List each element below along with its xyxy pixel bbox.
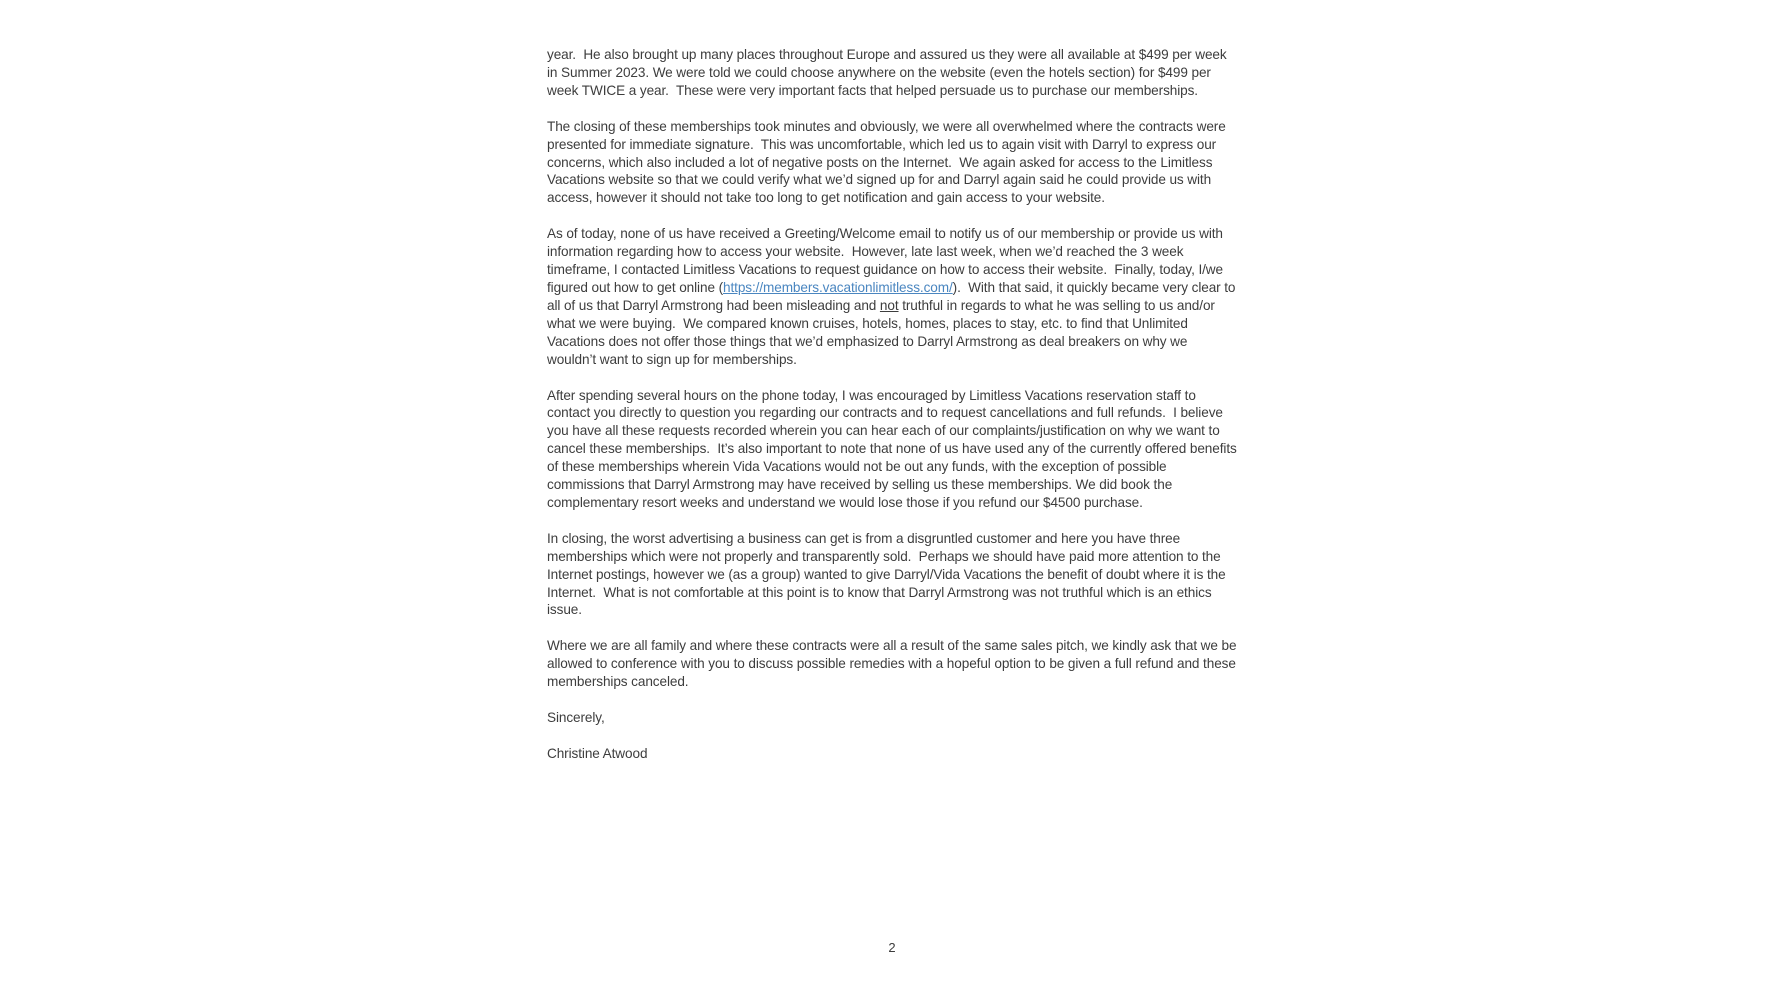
page-number: 2 xyxy=(888,940,896,955)
paragraph-as-of-today xyxy=(547,225,1240,368)
underlined-word-not: not xyxy=(879,297,899,313)
paragraph-closing-of-memberships: The closing of these memberships took minutes and obviously, we were all overwhelmed where the contracts were presented for immediate signature. This was uncomfortable, which led us to again visit with Darryl to express our concerns, which also included a lot of negative posts on the Internet. We again asked for access to the Limitless Vacations website so that we could verify what we’d signed up for and Darryl again said he could provide us with access, however it should not take too long to get notification and gain access to your website. xyxy=(547,118,1230,206)
paragraph-text: truthful in regards to what he was selling to us and/or what we were buying. We compared known cruises, hotels, homes, places to stay, etc. to find that Unlimited Vacations does not offer those things that we’d emphasized to Darryl Armstrong as deal breakers on why we wouldn’t want to sign up for memberships. xyxy=(547,297,1219,367)
paragraph-continuation: year. He also brought up many places throughout Europe and assured us they were all available at $499 per week in Summer 2023. We were told we could choose anywhere on the website (even the hotels section) for $499 per week TWICE a year. These were very important facts that helped persuade us to purchase our memberships. xyxy=(547,47,1231,98)
closing-salutation: Sincerely, xyxy=(547,710,605,726)
paragraph-where-we-are: Where we are all family and where these contracts were all a result of the same sales pitch, we kindly ask that we be allowed to conference with you to discuss possible remedies with a hopeful option to be given a full refund and these memberships canceled. xyxy=(547,638,1241,690)
paragraph-after-spending: After spending several hours on the phone today, I was encouraged by Limitless Vacations reservation staff to contact you directly to question you regarding our contracts and to request cancellations and full refunds. I believe you have all these requests recorded wherein you can hear each of our complaints/justification on why we want to cancel these memberships. It’s also important to note that none of us have used any of the currently offered benefits of these memberships wherein Vida Vacations would not be out any funds, with the exception of possible commissions that Darryl Armstrong may have received by selling us these memberships. We did book the complementary resort weeks and understand we would lose those if you refund our $4500 purchase. xyxy=(547,387,1241,510)
letter-body xyxy=(547,46,1241,781)
signature-name: Christine Atwood xyxy=(547,746,648,761)
members-portal-link[interactable]: https://members.vacationlimitless.com/ xyxy=(723,279,953,295)
paragraph-text: As of today, none of us have received a Greeting/Welcome email to notify us of our membership or provide us with information regarding how to access your website. However, late last week, when we’d reached the 3 week timeframe, I contacted Limitless Vacations to request guidance on how to access their website. Finally, today, I/we figured out how to get online ( xyxy=(547,226,1227,295)
paragraph-in-closing: In closing, the worst advertising a business can get is from a disgruntled customer and here you have three memberships which were not properly and transparently sold. Perhaps we should have paid more attention to the Internet postings, however we (as a group) wanted to give Darryl/Vida Vacations the benefit of doubt where it is the Internet. What is not comfortable at this point is to know that Darryl Armstrong was not truthful which is an ethics issue. xyxy=(547,530,1230,618)
paragraph-text: ). With that said, it quickly became very clear to all of us that Darryl Armstrong had been misleading and xyxy=(547,279,1240,313)
